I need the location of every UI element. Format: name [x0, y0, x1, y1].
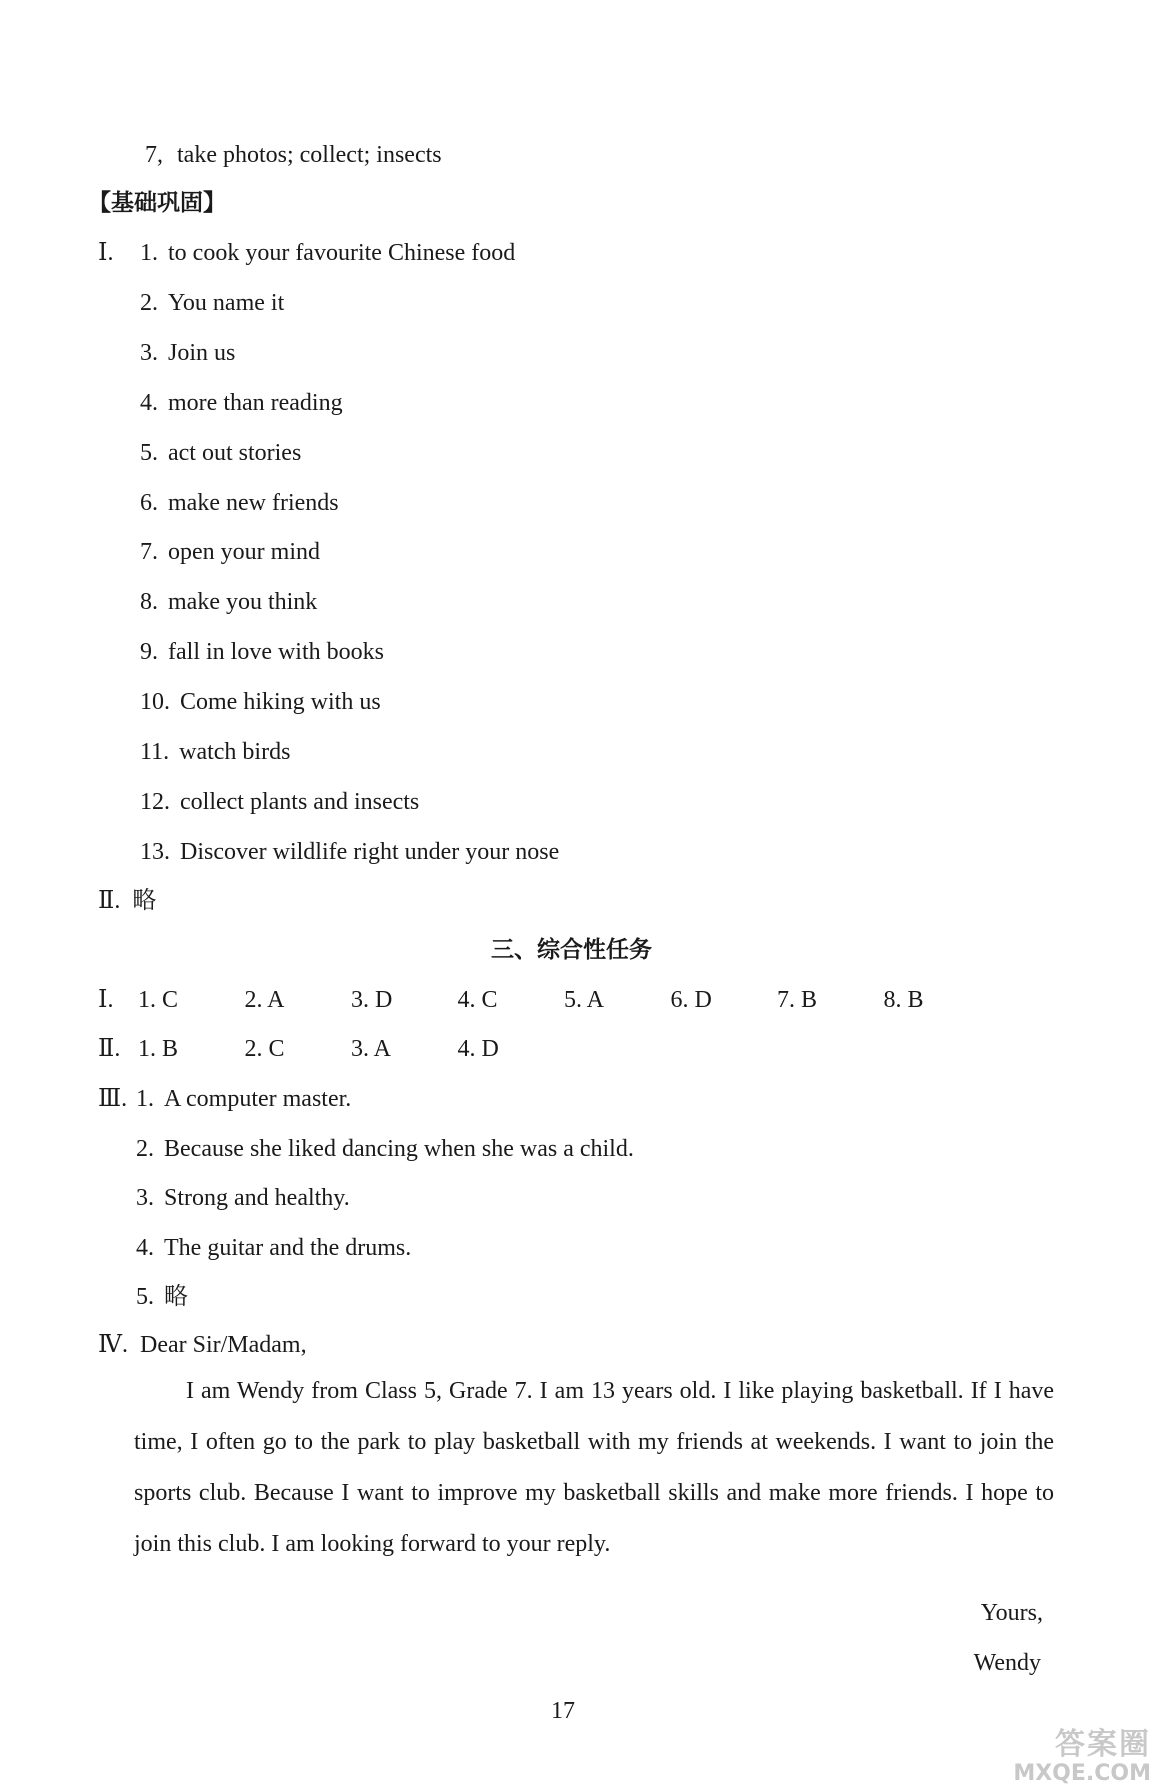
answer-choice: 3. A: [351, 1036, 392, 1062]
list-item: [140, 687, 381, 717]
answer-choice: 5. A: [564, 987, 605, 1013]
list-item: [140, 388, 343, 418]
list-item: [140, 737, 290, 767]
item-number: 4.: [140, 389, 158, 416]
item-text: watch birds: [179, 739, 291, 765]
answer-choice: 2. C: [244, 1036, 285, 1062]
answer-choice: 2. A: [244, 987, 285, 1013]
item-number: 7,: [145, 142, 163, 168]
item-text: more than reading: [168, 389, 343, 416]
answer-choice: 4. D: [457, 1036, 499, 1062]
task4-roman: Ⅳ.: [98, 1332, 128, 1358]
list-item: [136, 1183, 350, 1213]
top-answer-item: [145, 140, 442, 170]
list-item: [140, 288, 284, 318]
item-number: 1.: [140, 240, 158, 266]
part1-roman: Ⅰ.: [98, 240, 114, 266]
answer-choice: 8. B: [883, 987, 924, 1013]
list-item: [140, 837, 559, 867]
item-number: 6.: [140, 489, 158, 516]
letter-closing: Yours,: [980, 1600, 1043, 1626]
item-number: 11.: [140, 739, 170, 765]
list-item: [140, 537, 320, 567]
item-number: 3.: [140, 339, 158, 366]
item-text: Strong and healthy.: [164, 1185, 350, 1211]
task2-roman: Ⅱ.: [98, 1036, 121, 1062]
item-number: 4.: [136, 1234, 154, 1261]
letter-body: I am Wendy from Class 5, Grade 7. I am 13 years old. I like playing basketball. If I have time, I often go to the park to play basketball with my friends at weekends. I want to join the sports club. Because I want to improve my basketball skills and make more friends. I hope to join this club. I am looking forward to your reply.: [134, 1378, 1054, 1557]
item-text: 略: [164, 1284, 188, 1310]
item-number: 10.: [140, 689, 170, 716]
item-number: 7.: [140, 539, 158, 566]
item-number: 12.: [140, 788, 170, 815]
task1-roman: Ⅰ.: [98, 987, 114, 1013]
list-item: [140, 587, 317, 617]
item-text: A computer master.: [164, 1086, 352, 1112]
task4-header: [98, 1330, 307, 1360]
list-item: [140, 238, 515, 268]
item-number: 3.: [136, 1185, 154, 1211]
item-text: You name it: [168, 289, 285, 316]
item-number: 5.: [140, 439, 158, 466]
item-text: make new friends: [168, 489, 339, 516]
item-text: Join us: [168, 339, 236, 366]
item-text: act out stories: [168, 439, 302, 466]
item-text: The guitar and the drums.: [164, 1234, 412, 1261]
list-item: [136, 1282, 188, 1312]
task3-roman: Ⅲ.: [98, 1086, 128, 1112]
item-number: 2.: [140, 289, 158, 316]
item-number: 13.: [140, 838, 170, 865]
list-item: [140, 438, 301, 468]
part2-text: 略: [132, 888, 157, 914]
answer-choice: 6. D: [670, 987, 712, 1013]
list-item: [140, 488, 339, 518]
list-item: [140, 338, 235, 368]
page-number: 17: [551, 1698, 575, 1724]
item-number: 8.: [140, 589, 158, 616]
item-text: to cook your favourite Chinese food: [168, 240, 516, 266]
item-number: 1.: [136, 1086, 154, 1112]
letter-salutation: Dear Sir/Madam,: [139, 1332, 307, 1358]
list-item: [140, 637, 384, 667]
item-number: 2.: [136, 1135, 154, 1162]
item-text: Come hiking with us: [180, 689, 381, 716]
section-heading-comprehensive: 三、综合性任务: [491, 937, 652, 963]
item-text: Discover wildlife right under your nose: [180, 838, 560, 865]
item-text: open your mind: [168, 539, 320, 566]
item-text: collect plants and insects: [180, 788, 420, 815]
answer-choice: 1. B: [138, 1036, 179, 1062]
item-text: make you think: [168, 589, 318, 616]
letter-signature: Wendy: [973, 1650, 1041, 1676]
answer-choice: 3. D: [351, 987, 393, 1013]
answer-choice: 1. C: [138, 987, 179, 1013]
part2-roman: Ⅱ.: [98, 888, 121, 914]
list-item: [136, 1134, 634, 1164]
section-heading-basic: 【基础巩固】: [88, 190, 226, 216]
answer-choice: 7. B: [777, 987, 818, 1013]
item-text: Because she liked dancing when she was a child.: [164, 1135, 634, 1162]
list-item: [136, 1084, 351, 1114]
item-text: fall in love with books: [168, 639, 384, 666]
list-item: [140, 787, 419, 817]
answer-choice: 4. C: [457, 987, 498, 1013]
item-number: 9.: [140, 639, 158, 666]
part2-line: [98, 886, 156, 916]
item-number: 5.: [136, 1284, 154, 1310]
list-item: [136, 1233, 411, 1263]
item-text: take photos; collect; insects: [177, 142, 442, 168]
watermark-logo: 答案圈 MXQE.COM: [1013, 1727, 1151, 1786]
